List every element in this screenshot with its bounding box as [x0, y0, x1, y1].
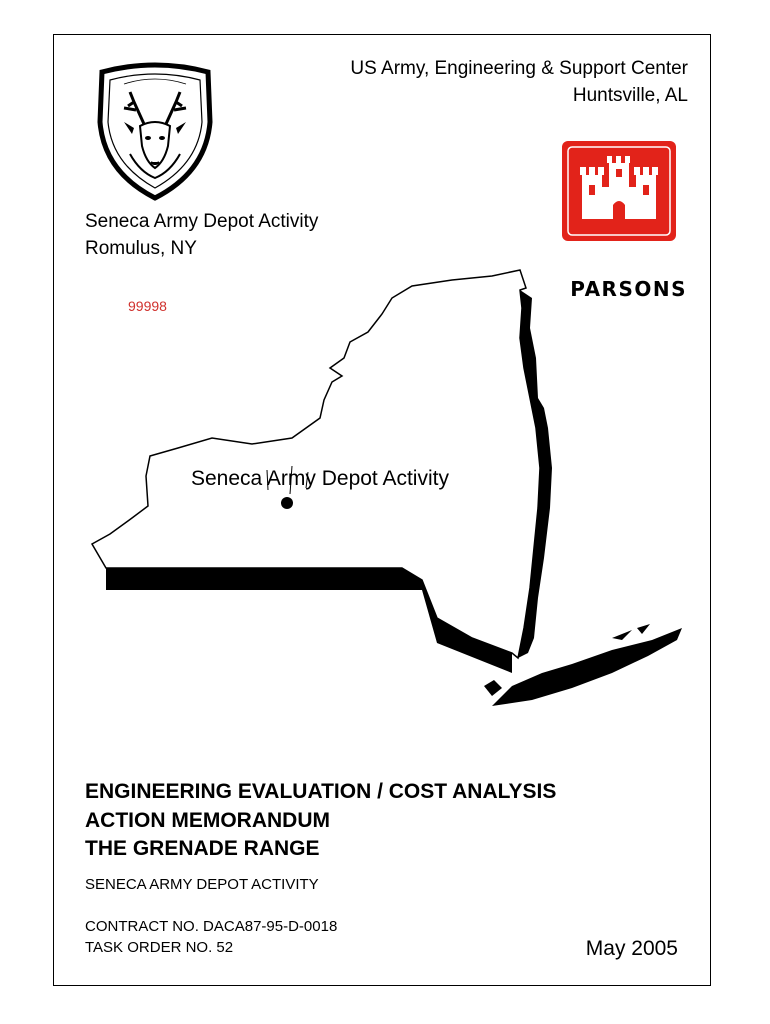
title-line-1: ENGINEERING EVALUATION / COST ANALYSIS — [85, 780, 557, 803]
agency-location: Huntsville, AL — [572, 85, 688, 106]
depot-location: Romulus, NY — [85, 238, 197, 259]
title-line-3: THE GRENADE RANGE — [85, 837, 320, 860]
seneca-depot-seal — [94, 62, 216, 202]
parsons-logo: PARSONS — [570, 277, 687, 301]
agency-name: US Army, Engineering & Support Center — [350, 58, 688, 79]
task-order-number: TASK ORDER NO. 52 — [85, 939, 234, 956]
map-site-label: Seneca Army Depot Activity — [191, 467, 449, 490]
title-line-2: ACTION MEMORANDUM — [85, 809, 330, 832]
contract-number: CONTRACT NO. DACA87-95-D-0018 — [85, 918, 338, 935]
usace-castle-logo — [562, 141, 676, 241]
depot-location-marker — [280, 496, 294, 510]
depot-name: Seneca Army Depot Activity — [85, 211, 319, 232]
subtitle: SENECA ARMY DEPOT ACTIVITY — [85, 876, 319, 893]
new-york-state-map — [92, 268, 692, 738]
publication-date: May 2005 — [585, 937, 678, 960]
document-code: 99998 — [128, 298, 167, 314]
